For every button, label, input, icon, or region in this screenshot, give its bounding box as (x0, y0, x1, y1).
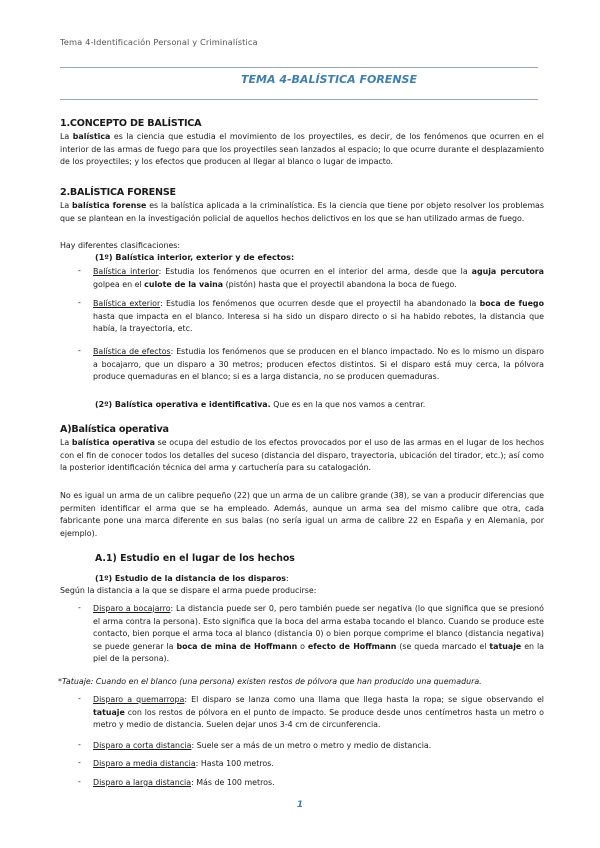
section-a-heading: A)Balística operativa (60, 424, 169, 435)
a1-heading: A.1) Estudio en el lugar de los hechos (95, 553, 295, 564)
item-media-distancia: Disparo a media distancia: Hasta 100 metros. (93, 759, 274, 768)
bullet-dash: - (78, 298, 81, 307)
bullet-dash: - (78, 777, 81, 786)
item-balistica-efectos: Balística de efectos: Estudia los fenómenos que se producen en el blanco impactado. No es lo mismo un disparo a bocajarro, que un disparo a 30 metros; producen efectos distintos. Si el disparo está muy cerca, la pólvora produce quemaduras en el blanco; si es a larga distancia, no se producen quemaduras. (93, 347, 545, 382)
running-header: Tema 4-Identificación Personal y Criminalística (60, 37, 258, 47)
subheading-operativa-identificativa: (2º) Balística operativa e identificativa. Que es en la que nos vamos a centrar. (95, 400, 426, 409)
classifications-intro: Hay diferentes clasificaciones: (60, 241, 181, 250)
item-balistica-interior: Balística interior: Estudia los fenómenos que ocurren en el interior del arma, desde que la aguja percutora golpea en el culote de la vaina (pistón) hasta que el proyectil abandona la boca de fuego. (93, 267, 544, 289)
bullet-dash: - (78, 740, 81, 749)
header-rule-bottom (60, 99, 538, 100)
section-1-paragraph: La balística es la ciencia que estudia el movimiento de los proyectiles, es decir, de los fenómenos que ocurren en el interior de las armas de fuego para que los proyectiles sean lanzados al espacio; lo que ocurre durante el desplazamiento de los proyectiles; y los efectos que producen al llegar al blanco o lugar de impacto. (60, 132, 544, 167)
item-quemarropa: Disparo a quemarropa: El disparo se lanza como una llama que llega hasta la ropa; se sigue observando el tatuaje con los restos de pólvora en el punto de impacto. Se produce desde unos centímetros hasta un metro o metro y medio de distancia. Suelen dejar unos 3-4 cm de circunferencia. (93, 695, 544, 730)
bullet-dash: - (78, 266, 81, 275)
section-2-heading: 2.BALÍSTICA FORENSE (60, 187, 176, 198)
item-corta-distancia: Disparo a corta distancia: Suele ser a más de un metro o metro y medio de distancia. (93, 741, 432, 750)
tatuaje-note: *Tatuaje: Cuando en el blanco (una persona) existen restos de pólvora que han producido una quemadura. (58, 677, 482, 686)
bullet-dash: - (78, 346, 81, 355)
page-number: 1 (296, 800, 304, 810)
item-larga-distancia: Disparo a larga distancia: Más de 100 metros. (93, 778, 275, 787)
bullet-dash: - (78, 758, 81, 767)
bullet-dash: - (78, 694, 81, 703)
section-1-heading: 1.CONCEPTO DE BALÍSTICA (60, 118, 202, 129)
chapter-title: TEMA 4-BALÍSTICA FORENSE (241, 73, 417, 86)
item-balistica-exterior: Balística exterior: Estudia los fenómenos que ocurren desde que el proyectil ha abandonado la boca de fuego hasta que impacta en el blanco. Interesa si ha sido un disparo directo o si ha habido rebotes, la distancia que había, la trayectoria, etc. (93, 299, 544, 334)
header-rule-top (60, 67, 538, 68)
subheading-interior-exterior: (1º) Balística interior, exterior y de efectos: (95, 252, 295, 262)
a1-intro: Según la distancia a la que se dispare el arma puede producirse: (60, 586, 317, 595)
item-bocajarro: Disparo a bocajarro: La distancia puede ser 0, pero también puede ser negativa (lo que significa que se presionó el arma contra la persona). Esto significa que la boca del arma estaba tocando el blanco. Cuando se produce este contacto, bien porque el arma toca al blanco (distancia 0) o bien porque comprime el blanco (distancia negativa) se puede generar la boca de mina de Hoffmann o efecto de Hoffmann (se queda marcado el tatuaje en la piel de la persona). (93, 604, 545, 664)
section-a-paragraph-2: No es igual un arma de un calibre pequeño (22) que un arma de un calibre grande (38), se van a producir diferencias que permiten identificar el arma que se ha empleado. Además, aunque un arma sea del mismo calibre que otra, cada fabricante pone una marca diferente en sus balas (no sería igual un arma de calibre 22 en España y en Alemania, por ejemplo). (60, 491, 544, 538)
section-a-paragraph: La balística operativa se ocupa del estudio de los efectos provocados por el uso de las armas en el lugar de los hechos con el fin de conocer todos los detalles del suceso (distancia del disparo, trayectoria, ubicación del tirador, etc.); así como la posterior identificación técnica del arma y cartuchería para su catalogación. (60, 438, 544, 473)
a1-subheading: (1º) Estudio de la distancia de los disparos: (95, 574, 289, 583)
bullet-dash: - (78, 603, 81, 612)
section-2-paragraph: La balística forense es la balística aplicada a la criminalística. Es la ciencia que tiene por objeto resolver los problemas que se plantean en la investigación policial de aquellos hechos delictivos en los que se han utilizado armas de fuego. (60, 201, 544, 223)
